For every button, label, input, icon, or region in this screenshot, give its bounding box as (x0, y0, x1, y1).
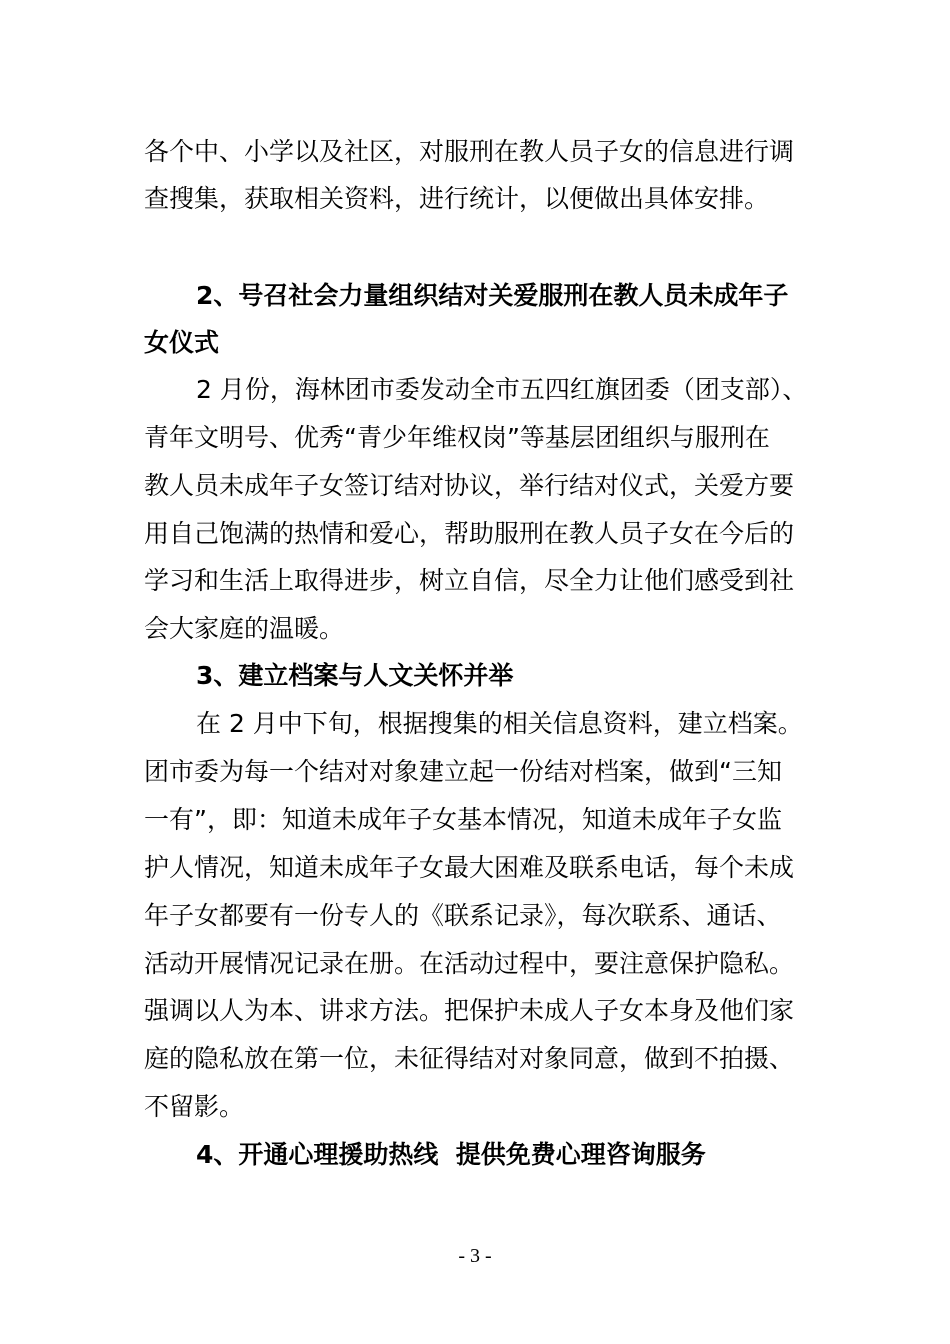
paragraph-line: 学习和生活上取得进步，树立自信，尽全力让他们感受到社 (144, 566, 795, 595)
paragraph-line: 强调以人为本、讲求方法。把保护未成人子女本身及他们家 (144, 996, 795, 1025)
paragraph-line: 用自己饱满的热情和爱心，帮助服刑在教人员子女在今后的 (144, 519, 795, 548)
paragraph-line: 一有”，即：知道未成年子女基本情况，知道未成年子女监 (144, 805, 782, 834)
section-heading: 2、号召社会力量组织结对关爱服刑在教人员未成年子 (196, 281, 789, 310)
paragraph-line: 在 2 月中下旬，根据搜集的相关信息资料，建立档案。 (196, 709, 803, 738)
paragraph-line: 会大家庭的温暖。 (144, 614, 345, 643)
paragraph-line: 青年文明号、优秀“青少年维权岗”等基层团组织与服刑在 (144, 423, 770, 452)
paragraph-line: 护人情况，知道未成年子女最大困难及联系电话，每个未成 (144, 853, 795, 882)
section-heading: 女仪式 (144, 328, 220, 357)
paragraph-line: 各个中、小学以及社区，对服刑在教人员子女的信息进行调 (144, 137, 795, 166)
paragraph-line: 查搜集，获取相关资料，进行统计，以便做出具体安排。 (144, 184, 770, 213)
paragraph-line: 年子女都要有一份专人的《联系记录》，每次联系、通话、 (144, 901, 782, 930)
paragraph-line: 不留影。 (144, 1092, 245, 1121)
section-heading: 4、开通心理援助热线 提供免费心理咨询服务 (196, 1140, 706, 1169)
section-heading: 3、建立档案与人文关怀并举 (196, 661, 514, 690)
page-number: - 3 - (458, 1245, 492, 1267)
paragraph-line: 团市委为每一个结对对象建立起一份结对档案，做到“三知 (144, 757, 782, 786)
paragraph-line: 教人员未成年子女签订结对协议，举行结对仪式，关爱方要 (144, 471, 795, 500)
paragraph-line: 2 月份，海林团市委发动全市五四红旗团委（团支部）、 (196, 375, 808, 404)
paragraph-line: 庭的隐私放在第一位，未征得结对对象同意，做到不拍摄、 (144, 1044, 795, 1073)
paragraph-line: 活动开展情况记录在册。在活动过程中，要注意保护隐私。 (144, 949, 795, 978)
